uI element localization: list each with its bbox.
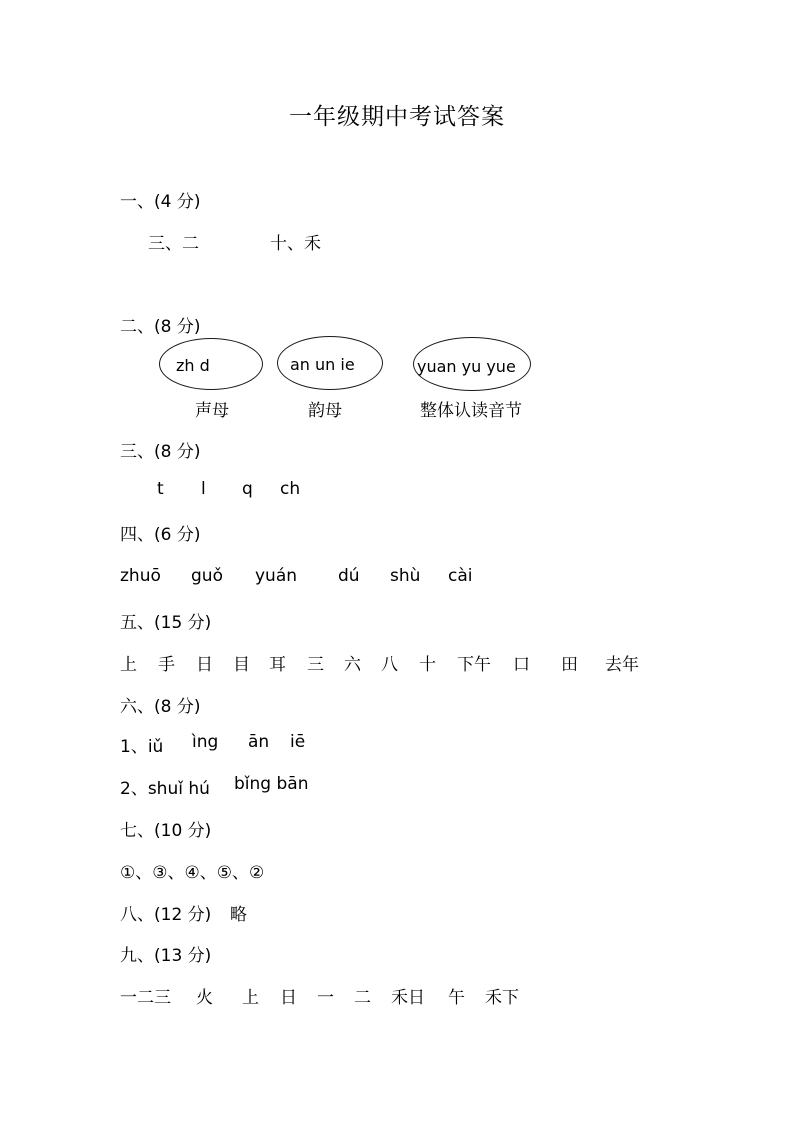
- section-5-answer: 耳: [269, 655, 286, 675]
- oval-initials: [159, 338, 263, 390]
- section-4-header: 四、(6 分): [120, 525, 201, 545]
- section-5-answer: 日: [196, 655, 213, 675]
- section-3-header: 三、(8 分): [120, 442, 201, 462]
- section-9-answer: 上: [242, 988, 259, 1008]
- section-5-answer: 手: [158, 655, 175, 675]
- section-4-answer: shù: [390, 566, 421, 586]
- section-9-header: 九、(13 分): [120, 946, 212, 966]
- oval-finals-text: an un ie: [290, 355, 355, 374]
- section-6-line1-answer: ìng: [192, 732, 219, 752]
- section-4-answer: guǒ: [191, 566, 223, 586]
- section-5-answer: 八: [381, 655, 398, 675]
- oval-initials-text: zh d: [176, 356, 210, 375]
- section-3-answer: t: [157, 479, 164, 499]
- oval-whole-syllables-text: yuan yu yue: [417, 357, 516, 376]
- section-2-header: 二、(8 分): [120, 317, 201, 337]
- section-8-answer: 略: [230, 905, 247, 925]
- section-3-answer: q: [242, 479, 253, 499]
- section-3-answer: l: [201, 479, 206, 499]
- section-5-answer: 十: [419, 655, 436, 675]
- section-1-answer: 三、二: [148, 234, 199, 254]
- section-5-answer: 上: [120, 655, 137, 675]
- section-9-answer: 日: [280, 988, 297, 1008]
- section-4-answer: cài: [448, 566, 473, 586]
- section-5-answer: 下午: [457, 655, 491, 675]
- section-5-answer: 六: [344, 655, 361, 675]
- section-5-answer: 三: [307, 655, 324, 675]
- section-5-answer: 去年: [605, 655, 639, 675]
- section-3-answer: ch: [280, 479, 301, 499]
- section-5-answer: 田: [561, 655, 578, 675]
- label-initials: 声母: [195, 401, 229, 421]
- section-8-header: 八、(12 分): [120, 905, 212, 925]
- section-5-header: 五、(15 分): [120, 613, 212, 633]
- section-9-answer: 一二三: [120, 988, 171, 1008]
- label-whole-syllables: 整体认读音节: [420, 401, 522, 421]
- section-4-answer: yuán: [255, 566, 298, 586]
- section-7-header: 七、(10 分): [120, 821, 212, 841]
- section-6-line2-answer: 2、shuǐ hú: [120, 779, 210, 799]
- section-9-answer: 火: [196, 988, 213, 1008]
- section-6-header: 六、(8 分): [120, 697, 201, 717]
- section-1-answer: 十、禾: [270, 234, 321, 254]
- section-4-answer: zhuō: [120, 566, 161, 586]
- section-7-answer: ①、③、④、⑤、②: [120, 863, 265, 883]
- section-9-answer: 二: [354, 988, 371, 1008]
- section-1-header: 一、(4 分): [120, 192, 201, 212]
- section-9-answer: 一: [317, 988, 334, 1008]
- page-title: 一年级期中考试答案: [289, 104, 505, 130]
- section-9-answer: 午: [448, 988, 465, 1008]
- section-9-answer: 禾日: [391, 988, 425, 1008]
- section-6-line2-answer: bǐng bān: [234, 774, 309, 794]
- label-finals: 韵母: [308, 401, 342, 421]
- section-6-line1-answer: ān: [248, 732, 270, 752]
- section-4-answer: dú: [338, 566, 360, 586]
- section-6-line1-answer: iē: [290, 732, 306, 752]
- section-5-answer: 目: [233, 655, 250, 675]
- section-6-line1-answer: 1、iǔ: [120, 737, 164, 757]
- section-5-answer: 口: [513, 655, 530, 675]
- section-9-answer: 禾下: [485, 988, 519, 1008]
